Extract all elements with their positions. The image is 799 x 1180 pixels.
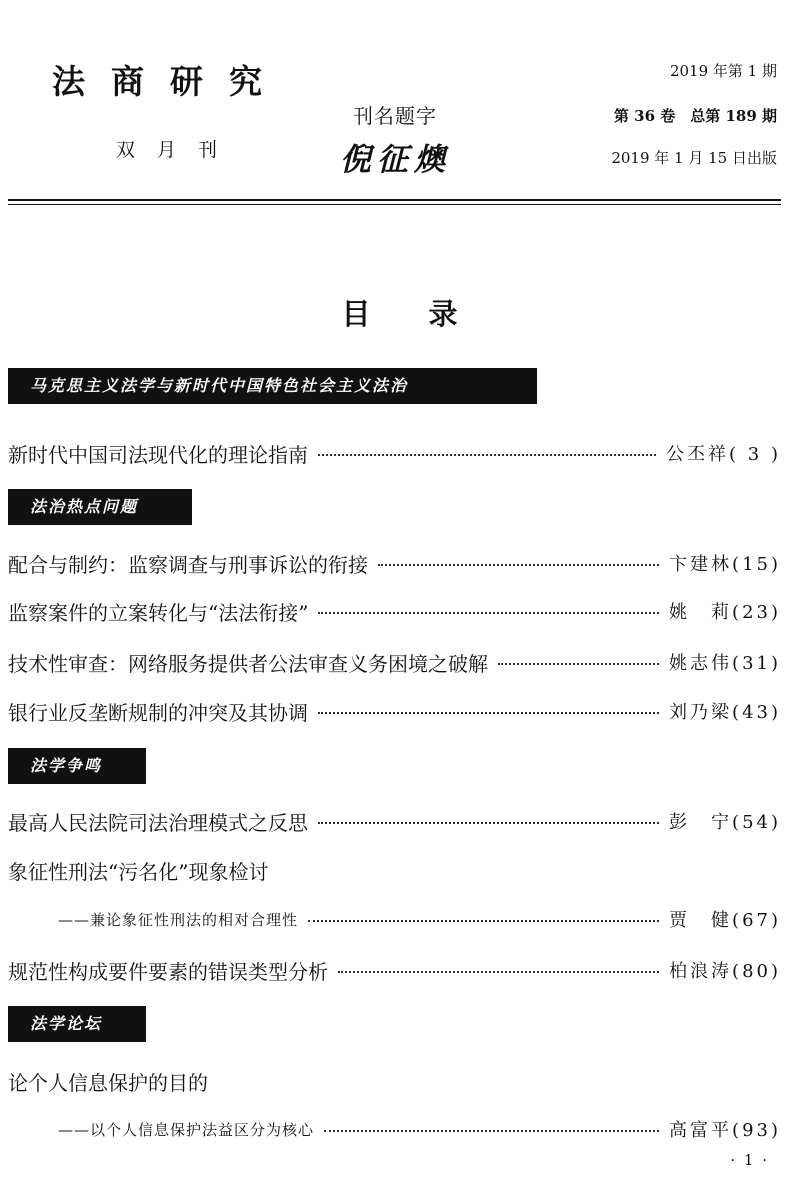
entry-author: 彭 宁(54) bbox=[669, 812, 781, 833]
section-header-debate: 法学争鸣 bbox=[8, 748, 146, 784]
dot-leader bbox=[338, 971, 659, 973]
entry-author: 公丕祥( 3 ) bbox=[666, 444, 781, 465]
toc-entry-subtitle-line[interactable] bbox=[8, 904, 781, 934]
entry-title: 新时代中国司法现代化的理论指南 bbox=[8, 442, 308, 467]
toc-heading: 目录 bbox=[341, 297, 516, 331]
entry-title: 规范性构成要件要素的错误类型分析 bbox=[8, 959, 328, 984]
issue-info: 2019 年第 1 期 bbox=[669, 62, 777, 80]
toc-entry[interactable] bbox=[8, 596, 781, 626]
toc-entry[interactable] bbox=[8, 806, 781, 836]
entry-title: 象征性刑法“污名化”现象检讨 bbox=[8, 859, 269, 884]
title-inscription-label: 刊名题字 bbox=[353, 104, 437, 128]
entry-subtitle: ——以个人信息保护法益区分为核心 bbox=[58, 1120, 315, 1139]
toc-entry[interactable] bbox=[8, 647, 781, 677]
toc-entry[interactable] bbox=[8, 438, 781, 468]
toc-entry[interactable] bbox=[8, 696, 781, 726]
entry-author: 刘乃梁(43) bbox=[669, 702, 781, 723]
volume-info: 第 36 卷 总第 189 期 bbox=[613, 107, 777, 125]
toc-entry-title-line[interactable] bbox=[8, 855, 781, 885]
entry-author: 姚 莉(23) bbox=[669, 602, 781, 623]
dot-leader bbox=[318, 454, 656, 456]
dot-leader bbox=[324, 1130, 659, 1132]
dot-leader bbox=[308, 920, 659, 922]
header-rule-thick bbox=[8, 199, 781, 201]
journal-title: 法商研究 bbox=[52, 62, 288, 101]
section-header-hot-issues: 法治热点问题 bbox=[8, 489, 192, 525]
entry-title: 银行业反垄断规制的冲突及其协调 bbox=[8, 700, 308, 725]
journal-frequency: 双月刊 bbox=[116, 139, 240, 161]
dot-leader bbox=[498, 663, 659, 665]
section-header-forum: 法学论坛 bbox=[8, 1006, 146, 1042]
entry-author: 高富平(93) bbox=[669, 1120, 781, 1141]
dot-leader bbox=[318, 822, 659, 824]
toc-entry[interactable] bbox=[8, 955, 781, 985]
entry-title: 监察案件的立案转化与“法法衔接” bbox=[8, 600, 309, 625]
dot-leader bbox=[318, 612, 659, 614]
header-rule-thin bbox=[8, 204, 781, 205]
entry-author: 柏浪涛(80) bbox=[669, 961, 781, 982]
toc-entry[interactable] bbox=[8, 548, 781, 578]
entry-author: 卞建林(15) bbox=[669, 554, 781, 575]
entry-author: 姚志伟(31) bbox=[669, 653, 781, 674]
entry-title: 技术性审查：网络服务提供者公法审查义务困境之破解 bbox=[8, 651, 488, 676]
dot-leader bbox=[318, 712, 659, 714]
entry-subtitle: ——兼论象征性刑法的相对合理性 bbox=[58, 910, 299, 929]
entry-title: 论个人信息保护的目的 bbox=[8, 1070, 208, 1095]
entry-title: 配合与制约：监察调查与刑事诉讼的衔接 bbox=[8, 552, 368, 577]
entry-title: 最高人民法院司法治理模式之反思 bbox=[8, 810, 308, 835]
publication-date: 2019 年 1 月 15 日出版 bbox=[611, 149, 777, 167]
page-number: · 1 · bbox=[730, 1151, 769, 1169]
section-header-marxist-law: 马克思主义法学与新时代中国特色社会主义法治 bbox=[8, 368, 537, 404]
dot-leader bbox=[378, 564, 659, 566]
toc-entry-title-line[interactable] bbox=[8, 1066, 781, 1096]
toc-entry-subtitle-line[interactable] bbox=[8, 1114, 781, 1144]
calligraphy-signature: 倪征燠 bbox=[340, 142, 451, 178]
entry-author: 贾 健(67) bbox=[669, 910, 781, 931]
